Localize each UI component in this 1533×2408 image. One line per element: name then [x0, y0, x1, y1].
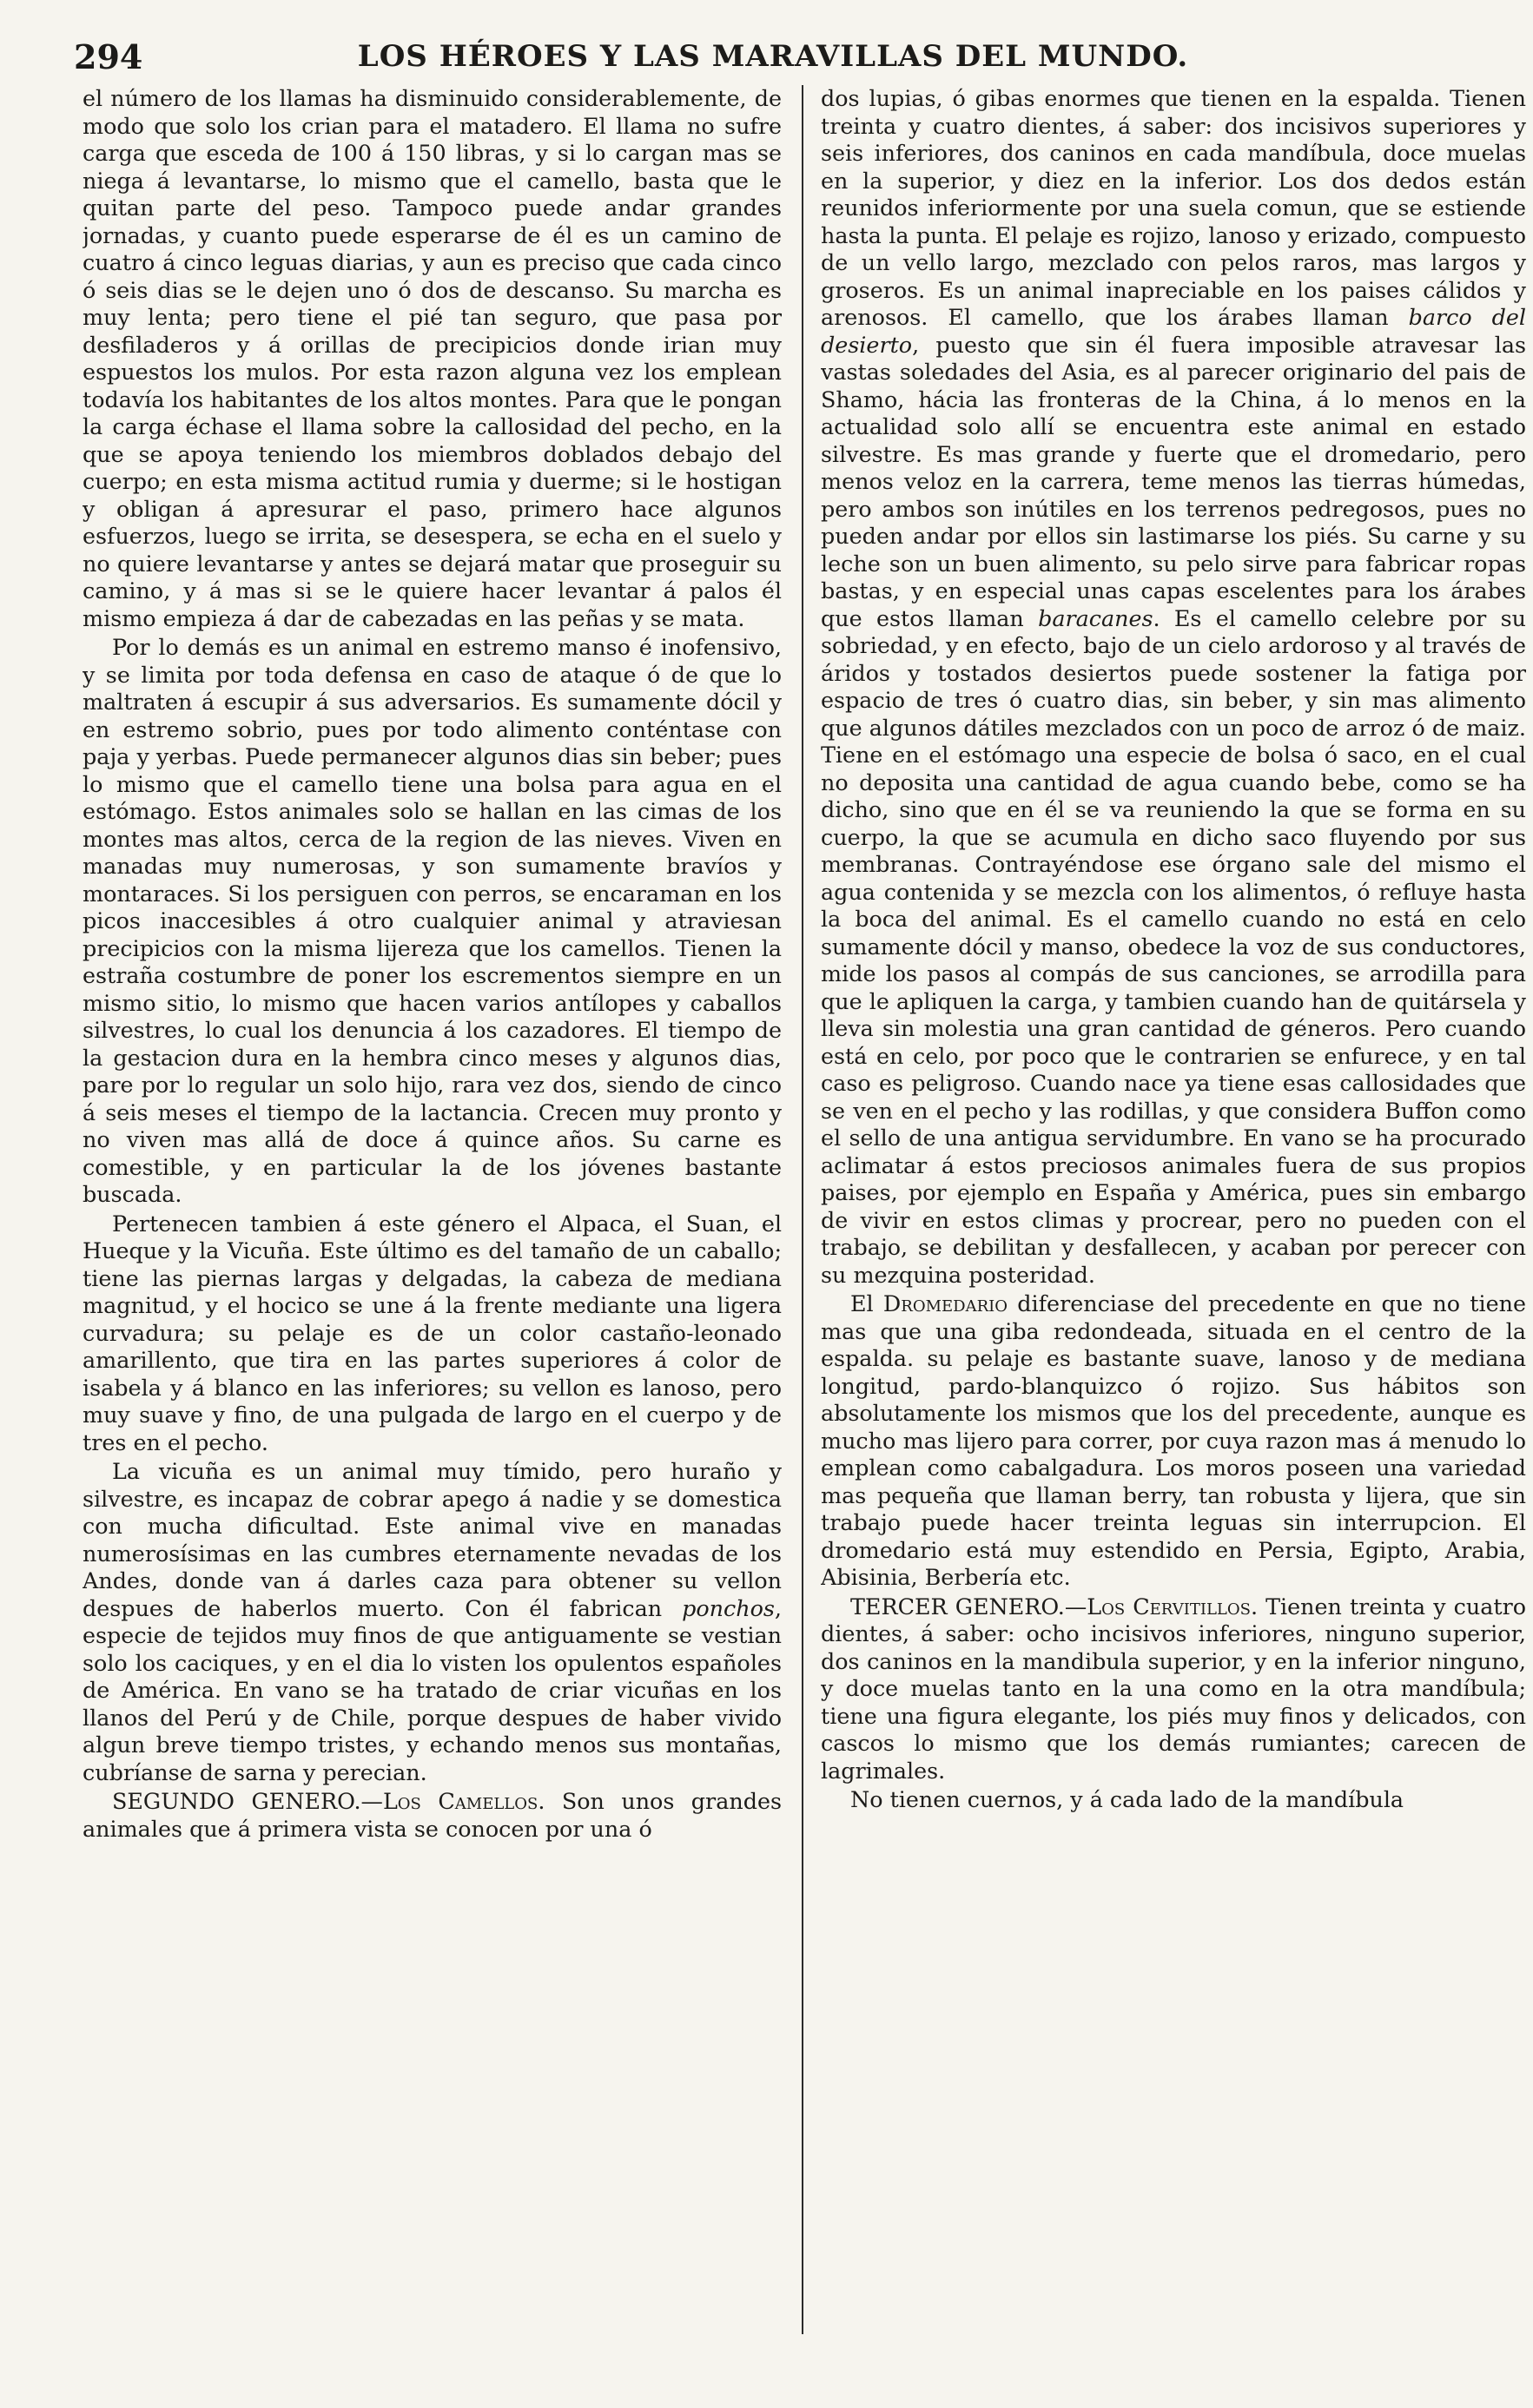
genus-name: Los Camellos.	[382, 1788, 545, 1814]
italic-term: baracanes	[1038, 604, 1153, 631]
text-span: , especie de tejidos muy finos de que antiguamente se vestian solo los caciques, y en el dia lo visten los opulentos españoles de América. En vano se ha tratado de criar vicuñas en los llanos del Perú y de Chile, porque despues de haber vivido algun breve tiempo tristes, y echando menos sus montañas, cubríanse de sarna y perecian.	[83, 1594, 782, 1785]
running-head: LOS HÉROES Y LAS MARAVILLAS DEL MUNDO.	[357, 39, 1189, 74]
genus-name: Los Cervitillos.	[1087, 1593, 1259, 1620]
text-span: , puesto que sin él fuera imposible atravesar las vastas soledades del Asia, es al parecer originario del pais de Shamo, hácia las fronteras de la China, á lo menos en la actualidad solo allí se encuentra este animal en estado silvestre. Es mas grande y fuerte que el dromedario, pero menos veloz en la carrera, teme menos las tierras húmedas, pero ambos son inútiles en los terrenos pedregosos, pues no pueden andar por ellos sin lastimarse los piés. Su carne y su leche son un buen alimento, su pelo sirve para fabricar ropas bastas, y en especial unas capas escelentes para los árabes que estos llaman	[821, 331, 1526, 631]
column-divider	[802, 85, 803, 2334]
section-lead: SEGUNDO GENERO.	[112, 1788, 361, 1814]
dash: —	[360, 1788, 383, 1814]
page-header	[74, 35, 1472, 78]
paragraph: Por lo demás es un animal en estremo manso é inofensivo, y se limita por toda defensa en caso de ataque ó de que lo maltraten á escupir á sus adversarios. Es sumamente dócil y en estremo sobrio, pues por todo alimento conténtase con paja y yerbas. Puede permanecer algunos dias sin beber; pues lo mismo que el camello tiene una bolsa para agua en el estómago. Estos animales solo se hallan en las cimas de los montes mas altos, cerca de la region de las nieves. Viven en manadas muy numerosas, y son sumamente bravíos y montaraces. Si los persiguen con perros, se encaraman en los picos inaccesibles á otro cualquier animal y atraviesan precipicios con la misma lijereza que los camellos. Tienen la estraña costumbre de poner los escrementos siempre en un mismo sitio, lo mismo que hacen varios antílopes y caballos silvestres, lo cual los denuncia á los cazadores. El tiempo de la gestacion dura en la hembra cinco meses y algunos dias, pare por lo regular un solo hijo, rara vez dos, siendo de cinco á seis meses el tiempo de la lactancia. Crecen muy pronto y no viven mas allá de doce á quince años. Su carne es comestible, y en particular la de los jóvenes bastante buscada.	[83, 634, 782, 1207]
paragraph: el número de los llamas ha disminuido considerablemente, de modo que solo los crian para el matadero. El llama no sufre carga que esceda de 100 á 150 libras, y si lo cargan mas se niega á levantarse, lo mismo que el camello, basta que le quitan parte del peso. Tampoco puede andar grandes jornadas, y cuanto puede esperarse de él es un camino de cuatro á cinco leguas diarias, y aun es preciso que cada cinco ó seis dias se le dejen uno ó dos de descanso. Su marcha es muy lenta; pero tiene el pié tan seguro, que pasa por desfiladeros y á orillas de precipicios donde irian muy espuestos los mulos. Por esta razon alguna vez los emplean todavía los habitantes de los altos montes. Para que le pongan la carga échase el llama sobre la callosidad del pecho, en la que se apoya teniendo los miembros doblados debajo del cuerpo; en esta misma actitud rumia y duerme; si le hostigan y obligan á apresurar el paso, primero hace algunos esfuerzos, luego se irrita, se desespera, se echa en el suelo y no quiere levantarse y antes se dejará matar que proseguir su camino, y á mas si se le quiere hacer levantar á palos él mismo empieza á dar de cabezadas en las peñas y se mata.	[83, 85, 782, 631]
paragraph	[821, 85, 1526, 1289]
page-number: 294	[74, 36, 143, 76]
text-span: Tienen treinta y cuatro dientes, á saber: ocho incisivos inferiores, ninguno superior, dos caninos en la mandibula superior, y en la inferior ninguno, y doce muelas tanto en la una como en la otra mandíbula; tiene una figura elegante, los piés muy finos y delicados, con cascos lo mismo que los demás rumiantes; carecen de lagrimales.	[821, 1593, 1526, 1784]
text-span: diferenciase del precedente en que no tiene mas que una giba redondeada, situada en el centro de la espalda. su pelaje es bastante suave, lanoso y de mediana longitud, pardo-blanquizco ó rojizo. Sus hábitos son absolutamente los mismos que los del precedente, aunque es mucho mas lijero para correr, por cuya razon mas á menudo lo emplean como cabalgadura. Los moros poseen una variedad mas pequeña que llaman berry, tan robusta y lijera, que sin trabajo puede hacer treinta leguas sin interrupcion. El dromedario está muy estendido en Persia, Egipto, Arabia, Abisinia, Berbería etc.	[821, 1290, 1526, 1590]
text-span: . Es el camello celebre por su sobriedad, y en efecto, bajo de un cielo ardoroso y al través de áridos y tostados desiertos puede sostener la fatiga por espacio de tres ó cuatro dias, sin beber, y sin mas alimento que algunos dátiles mezclados con un poco de arroz ó de maiz. Tiene en el estómago una especie de bolsa ó saco, en el cual no deposita una cantidad de agua cuando bebe, como se ha dicho, sino que en él se va reuniendo la que se forma en su cuerpo, la que se acumula en dicho saco fluyendo por sus membranas. Contrayéndose ese órgano sale del mismo el agua contenida y se mezcla con los alimentos, ó refluye hasta la boca del animal. Es el camello cuando no está en celo sumamente dócil y manso, obedece la voz de sus conductores, mide los pasos al compás de sus canciones, se arrodilla para que le apliquen la carga, y tambien cuando han de quitársela y lleva sin molestia una gran cantidad de géneros. Pero cuando está en celo, por poco que le contrarien se enfurece, y en tal caso es peligroso. Cuando nace ya tiene esas callosidades que se ven en el pecho y las rodillas, y que considera Buffon como el sello de una antigua servidumbre. En vano se ha procurado aclimatar á estos preciosos animales fuera de sus propios paises, por ejemplo en España y América, pues sin embargo de vivir en estos climas y procrear, pero no pueden con el trabajo, se debilitan y desfallecen, y acaban por perecer con su mezquina posteridad.	[821, 604, 1526, 1288]
text-span: El	[850, 1290, 883, 1316]
paragraph: Pertenecen tambien á este género el Alpaca, el Suan, el Hueque y la Vicuña. Este último es del tamaño de un caballo; tiene las piernas largas y delgadas, la cabeza de mediana magnitud, y el hocico se une á la frente mediante una ligera curvadura; su pelaje es de un color castaño-leonado amarillento, que tira en las partes superiores á color de isabela y á blanco en las inferiores; su vellon es lanoso, pero muy suave y fino, de una pulgada de largo en el cuerpo y de tres en el pecho.	[83, 1210, 782, 1455]
paragraph	[83, 1458, 782, 1786]
italic-term: ponchos	[682, 1594, 775, 1621]
left-column	[83, 85, 782, 2360]
section-heading-paragraph	[83, 1788, 782, 1843]
right-column	[821, 85, 1526, 2360]
text-span: Son unos grandes animales que á primera vista se conocen por una ó	[83, 1788, 782, 1842]
dash: —	[1064, 1593, 1087, 1620]
species-name: Dromedario	[882, 1290, 1008, 1316]
paragraph: No tienen cuernos, y á cada lado de la mandíbula	[850, 1786, 1404, 1812]
italic-term: barco del desierto	[821, 304, 1526, 358]
section-heading-paragraph	[821, 1593, 1526, 1785]
text-span: dos lupias, ó gibas enormes que tienen en la espalda. Tienen treinta y cuatro dientes, á saber: dos incisivos superiores y seis inferiores, dos caninos en cada mandíbula, doce muelas en la superior, y diez en la inferior. Los dos dedos están reunidos inferiormente por una suela comun, que se estiende hasta la punta. El pelaje es rojizo, lanoso y erizado, compuesto de un vello largo, mezclado con pelos raros, mas largos y groseros. Es un animal inapreciable en los paises cálidos y arenosos. El camello, que los árabes llaman	[821, 85, 1526, 330]
text-span: La vicuña es un animal muy tímido, pero huraño y silvestre, es incapaz de cobrar apego á nadie y se domestica con mucha dificultad. Este animal vive en manadas numerosísimas en las cumbres eternamente nevadas de los Andes, donde van á darles caza para obtener su vellon despues de haberlos muerto. Con él fabrican	[83, 1458, 782, 1621]
section-lead: TERCER GENERO.	[850, 1593, 1065, 1620]
paragraph	[821, 1290, 1526, 1592]
